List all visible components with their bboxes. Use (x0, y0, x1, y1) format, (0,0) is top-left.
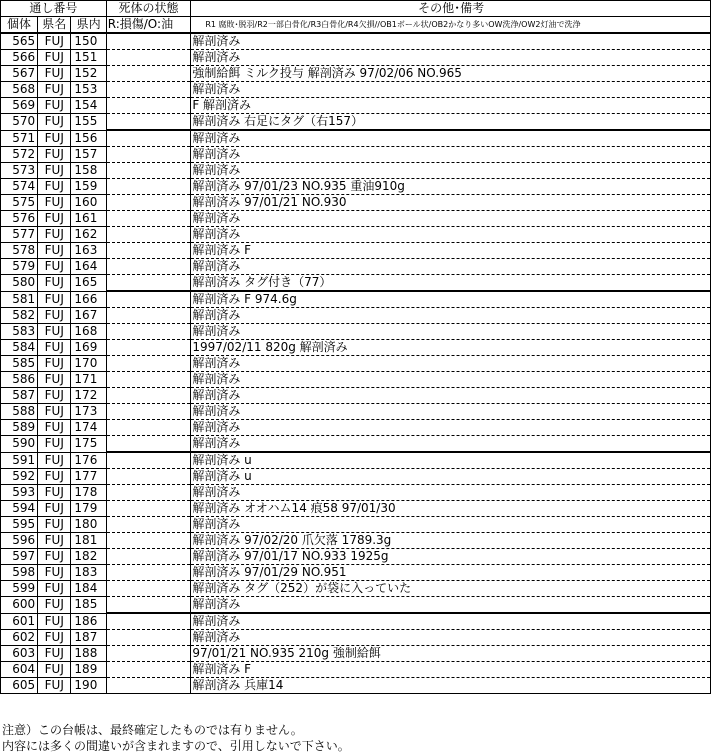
col-in-pref-header: 県内 (71, 17, 106, 34)
cell-note: 解剖済み 97/01/29 NO.951 (191, 565, 711, 581)
disclaimer-line-2: 内容には多くの間違いが含まれますので、引用しないで下さい。 (2, 739, 350, 753)
cell-in-pref: 151 (71, 50, 106, 66)
cell-id: 589 (1, 420, 38, 436)
cell-state (106, 324, 191, 340)
cell-pref: FUJ (38, 581, 71, 597)
cell-pref: FUJ (38, 324, 71, 340)
cell-state (106, 597, 191, 614)
table-row (1, 646, 711, 662)
cell-state (106, 308, 191, 324)
cell-pref: FUJ (38, 114, 71, 131)
cell-note: 解剖済み F (191, 662, 711, 678)
cell-id: 577 (1, 227, 38, 243)
cell-id: 581 (1, 291, 38, 308)
cell-state (106, 501, 191, 517)
table-row (1, 291, 711, 308)
cell-state (106, 356, 191, 372)
cell-pref: FUJ (38, 195, 71, 211)
cell-in-pref: 166 (71, 291, 106, 308)
table-row (1, 485, 711, 501)
cell-in-pref: 161 (71, 211, 106, 227)
cell-id: 592 (1, 469, 38, 485)
cell-id: 567 (1, 66, 38, 82)
cell-state (106, 291, 191, 308)
cell-pref: FUJ (38, 420, 71, 436)
cell-pref: FUJ (38, 98, 71, 114)
cell-state (106, 372, 191, 388)
cell-state (106, 549, 191, 565)
cell-id: 598 (1, 565, 38, 581)
table-row (1, 82, 711, 98)
header-row-1 (1, 1, 711, 17)
table-row (1, 211, 711, 227)
table-row (1, 324, 711, 340)
cell-in-pref: 188 (71, 646, 106, 662)
cell-id: 585 (1, 356, 38, 372)
cell-id: 568 (1, 82, 38, 98)
cell-pref: FUJ (38, 227, 71, 243)
disclaimer-notes (2, 722, 350, 754)
table-row (1, 179, 711, 195)
cell-id: 584 (1, 340, 38, 356)
cell-note: 解剖済み 97/01/17 NO.933 1925g (191, 549, 711, 565)
cell-state (106, 646, 191, 662)
cell-note: 解剖済み 右足にタグ（右157） (191, 114, 711, 131)
cell-in-pref: 162 (71, 227, 106, 243)
table-row (1, 98, 711, 114)
cell-pref: FUJ (38, 436, 71, 453)
cell-state (106, 613, 191, 630)
table-row (1, 130, 711, 147)
header-row-2 (1, 17, 711, 34)
cell-id: 605 (1, 678, 38, 694)
cell-pref: FUJ (38, 372, 71, 388)
cell-state (106, 404, 191, 420)
cell-in-pref: 154 (71, 98, 106, 114)
cell-in-pref: 157 (71, 147, 106, 163)
cell-id: 602 (1, 630, 38, 646)
table-row (1, 613, 711, 630)
cell-in-pref: 181 (71, 533, 106, 549)
table-row (1, 33, 711, 50)
cell-id: 600 (1, 597, 38, 614)
table-row (1, 469, 711, 485)
cell-state (106, 662, 191, 678)
cell-note: 解剖済み (191, 163, 711, 179)
table-row (1, 597, 711, 614)
cell-in-pref: 170 (71, 356, 106, 372)
cell-in-pref: 168 (71, 324, 106, 340)
remarks-header: その他･備考 (191, 1, 711, 17)
cell-state (106, 66, 191, 82)
table-row (1, 678, 711, 694)
cell-id: 593 (1, 485, 38, 501)
cell-note: 解剖済み F 974.6g (191, 291, 711, 308)
cell-pref: FUJ (38, 211, 71, 227)
table-row (1, 549, 711, 565)
cell-note: 1997/02/11 820g 解剖済み (191, 340, 711, 356)
cell-pref: FUJ (38, 662, 71, 678)
table-row (1, 630, 711, 646)
cell-pref: FUJ (38, 308, 71, 324)
cell-id: 594 (1, 501, 38, 517)
cell-note: 解剖済み オオハム14 痕58 97/01/30 (191, 501, 711, 517)
cell-id: 591 (1, 452, 38, 469)
cell-state (106, 227, 191, 243)
cell-note: 97/01/21 NO.935 210g 強制給餌 (191, 646, 711, 662)
table-row (1, 533, 711, 549)
cell-id: 576 (1, 211, 38, 227)
cell-in-pref: 174 (71, 420, 106, 436)
cell-pref: FUJ (38, 50, 71, 66)
cell-pref: FUJ (38, 340, 71, 356)
cell-state (106, 388, 191, 404)
cell-state (106, 179, 191, 195)
serial-header: 通し番号 (1, 1, 107, 17)
table-row (1, 340, 711, 356)
cell-pref: FUJ (38, 452, 71, 469)
cell-in-pref: 163 (71, 243, 106, 259)
cell-state (106, 130, 191, 147)
cell-note: 解剖済み (191, 308, 711, 324)
cell-note: 解剖済み (191, 82, 711, 98)
cell-pref: FUJ (38, 163, 71, 179)
table-row (1, 147, 711, 163)
cell-note: 解剖済み (191, 147, 711, 163)
cell-pref: FUJ (38, 404, 71, 420)
cell-in-pref: 155 (71, 114, 106, 131)
cell-note: 解剖済み F (191, 243, 711, 259)
cell-state (106, 275, 191, 292)
cell-id: 580 (1, 275, 38, 292)
cell-state (106, 678, 191, 694)
cell-in-pref: 176 (71, 452, 106, 469)
cell-state (106, 469, 191, 485)
cell-note: 解剖済み (191, 404, 711, 420)
cell-note: 解剖済み (191, 372, 711, 388)
cell-id: 601 (1, 613, 38, 630)
cell-in-pref: 183 (71, 565, 106, 581)
cell-state (106, 630, 191, 646)
cell-pref: FUJ (38, 179, 71, 195)
cell-id: 583 (1, 324, 38, 340)
cell-pref: FUJ (38, 147, 71, 163)
cell-note: 解剖済み u (191, 469, 711, 485)
cell-id: 587 (1, 388, 38, 404)
cell-state (106, 420, 191, 436)
cell-in-pref: 177 (71, 469, 106, 485)
cell-in-pref: 169 (71, 340, 106, 356)
cell-in-pref: 171 (71, 372, 106, 388)
cell-note: 解剖済み タグ（252）が袋に入っていた (191, 581, 711, 597)
table-row (1, 356, 711, 372)
cell-note: 解剖済み (191, 597, 711, 614)
cell-state (106, 50, 191, 66)
cell-in-pref: 178 (71, 485, 106, 501)
cell-pref: FUJ (38, 275, 71, 292)
cell-in-pref: 159 (71, 179, 106, 195)
cell-state (106, 259, 191, 275)
cell-in-pref: 189 (71, 662, 106, 678)
cell-note: 解剖済み (191, 613, 711, 630)
cell-state (106, 114, 191, 131)
cell-note: 解剖済み タグ付き（77） (191, 275, 711, 292)
cell-in-pref: 172 (71, 388, 106, 404)
cell-state (106, 82, 191, 98)
cell-in-pref: 160 (71, 195, 106, 211)
cell-in-pref: 150 (71, 33, 106, 50)
cell-id: 579 (1, 259, 38, 275)
cell-pref: FUJ (38, 613, 71, 630)
cell-state (106, 33, 191, 50)
cell-state (106, 517, 191, 533)
cell-in-pref: 164 (71, 259, 106, 275)
cell-id: 575 (1, 195, 38, 211)
table-row (1, 388, 711, 404)
cell-pref: FUJ (38, 356, 71, 372)
cell-pref: FUJ (38, 259, 71, 275)
cell-state (106, 195, 191, 211)
cell-in-pref: 173 (71, 404, 106, 420)
cell-note: 解剖済み 97/01/23 NO.935 重油910g (191, 179, 711, 195)
cell-note: 解剖済み (191, 517, 711, 533)
cell-in-pref: 180 (71, 517, 106, 533)
cell-note: 解剖済み (191, 227, 711, 243)
cell-note: 解剖済み (191, 485, 711, 501)
cell-id: 578 (1, 243, 38, 259)
cell-note: 解剖済み (191, 388, 711, 404)
cell-note: 解剖済み 97/01/21 NO.930 (191, 195, 711, 211)
table-row (1, 163, 711, 179)
cell-note: 解剖済み (191, 420, 711, 436)
cell-pref: FUJ (38, 243, 71, 259)
cell-note: 解剖済み (191, 259, 711, 275)
cell-pref: FUJ (38, 678, 71, 694)
cell-pref: FUJ (38, 485, 71, 501)
cell-note: 解剖済み (191, 630, 711, 646)
remarks-legend: R1 腐敗･脱羽/R2一部白骨化/R3白骨化/R4欠損//OB1ボール状/OB2かなり多いOW洗浄/OW2灯油で洗浄 (191, 17, 711, 34)
cell-note: 強制給餌 ミルク投与 解剖済み 97/02/06 NO.965 (191, 66, 711, 82)
cell-note: 解剖済み (191, 130, 711, 147)
cell-id: 596 (1, 533, 38, 549)
cell-id: 604 (1, 662, 38, 678)
table-row (1, 227, 711, 243)
cell-note: F 解剖済み (191, 98, 711, 114)
cell-id: 586 (1, 372, 38, 388)
table-row (1, 404, 711, 420)
table-row (1, 452, 711, 469)
cell-id: 566 (1, 50, 38, 66)
cell-id: 582 (1, 308, 38, 324)
table-row (1, 501, 711, 517)
cell-id: 571 (1, 130, 38, 147)
table-row (1, 66, 711, 82)
cell-in-pref: 179 (71, 501, 106, 517)
table-row (1, 662, 711, 678)
cell-in-pref: 185 (71, 597, 106, 614)
cell-pref: FUJ (38, 388, 71, 404)
cell-state (106, 98, 191, 114)
cell-pref: FUJ (38, 501, 71, 517)
cell-note: 解剖済み (191, 33, 711, 50)
cell-state (106, 243, 191, 259)
cell-pref: FUJ (38, 291, 71, 308)
table-row (1, 243, 711, 259)
cell-pref: FUJ (38, 549, 71, 565)
col-pref-header: 県名 (38, 17, 71, 34)
cell-id: 574 (1, 179, 38, 195)
cell-state (106, 163, 191, 179)
cell-pref: FUJ (38, 469, 71, 485)
cell-pref: FUJ (38, 130, 71, 147)
cell-id: 572 (1, 147, 38, 163)
table-row (1, 275, 711, 292)
state-header: 死体の状態 (106, 1, 191, 17)
cell-in-pref: 156 (71, 130, 106, 147)
table-row (1, 195, 711, 211)
cell-note: 解剖済み (191, 324, 711, 340)
cell-in-pref: 158 (71, 163, 106, 179)
table-row (1, 565, 711, 581)
table-row (1, 372, 711, 388)
cell-pref: FUJ (38, 597, 71, 614)
table-row (1, 436, 711, 453)
disclaimer-line-1: 注意）この台帳は、最終確定したものでは有りません。 (2, 723, 303, 737)
table-row (1, 259, 711, 275)
cell-note: 解剖済み 97/02/20 爪欠落 1789.3g (191, 533, 711, 549)
cell-pref: FUJ (38, 82, 71, 98)
cell-pref: FUJ (38, 33, 71, 50)
cell-in-pref: 175 (71, 436, 106, 453)
cell-id: 573 (1, 163, 38, 179)
table-row (1, 50, 711, 66)
cell-in-pref: 184 (71, 581, 106, 597)
cell-id: 588 (1, 404, 38, 420)
table-row (1, 517, 711, 533)
cell-in-pref: 187 (71, 630, 106, 646)
cell-id: 565 (1, 33, 38, 50)
cell-pref: FUJ (38, 66, 71, 82)
cell-id: 603 (1, 646, 38, 662)
cell-in-pref: 152 (71, 66, 106, 82)
cell-note: 解剖済み (191, 211, 711, 227)
cell-state (106, 452, 191, 469)
cell-in-pref: 186 (71, 613, 106, 630)
table-row (1, 420, 711, 436)
cell-state (106, 581, 191, 597)
cell-note: 解剖済み u (191, 452, 711, 469)
cell-state (106, 147, 191, 163)
cell-state (106, 485, 191, 501)
cell-state (106, 211, 191, 227)
cell-id: 595 (1, 517, 38, 533)
col-id-header: 個体 (1, 17, 38, 34)
cell-id: 597 (1, 549, 38, 565)
cell-note: 解剖済み (191, 436, 711, 453)
cell-state (106, 340, 191, 356)
cell-in-pref: 167 (71, 308, 106, 324)
cell-note: 解剖済み (191, 50, 711, 66)
cell-state (106, 565, 191, 581)
cell-pref: FUJ (38, 646, 71, 662)
cell-pref: FUJ (38, 565, 71, 581)
cell-id: 570 (1, 114, 38, 131)
cell-note: 解剖済み 兵庫14 (191, 678, 711, 694)
cell-state (106, 533, 191, 549)
cell-pref: FUJ (38, 517, 71, 533)
cell-in-pref: 182 (71, 549, 106, 565)
cell-in-pref: 153 (71, 82, 106, 98)
table-row (1, 114, 711, 131)
col-state-header: R:損傷/O:油 (106, 17, 191, 34)
table-row (1, 581, 711, 597)
table-row (1, 308, 711, 324)
cell-in-pref: 190 (71, 678, 106, 694)
cell-in-pref: 165 (71, 275, 106, 292)
cell-id: 569 (1, 98, 38, 114)
cell-pref: FUJ (38, 630, 71, 646)
cell-note: 解剖済み (191, 356, 711, 372)
cell-id: 590 (1, 436, 38, 453)
cell-pref: FUJ (38, 533, 71, 549)
cell-state (106, 436, 191, 453)
cell-id: 599 (1, 581, 38, 597)
